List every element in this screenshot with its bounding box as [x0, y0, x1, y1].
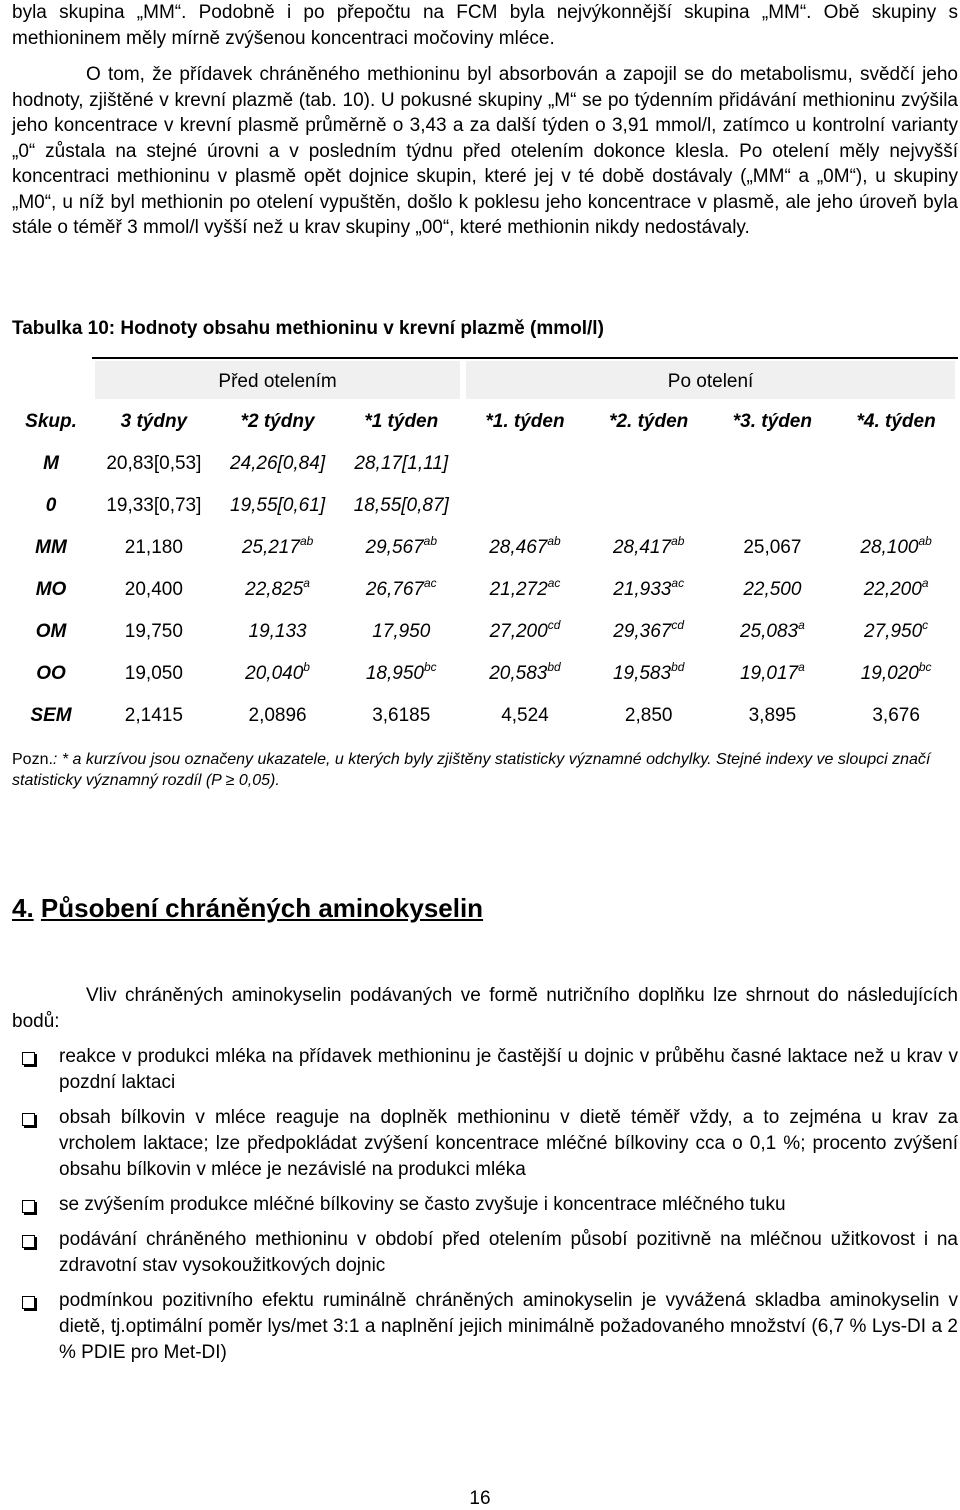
cell-value: 19,133 — [248, 621, 307, 642]
significance-index: bc — [918, 660, 932, 674]
bullet-item — [0, 1105, 958, 1183]
significance-index: bc — [423, 660, 437, 674]
table-cell — [463, 569, 587, 611]
cell-value: 20,83[0,53] — [106, 453, 202, 474]
cell-value: 3,676 — [872, 705, 920, 726]
cell-value: 20,040 — [245, 663, 304, 684]
bullet-text: reakce v produkci mléka na přídavek methioninu je častější u dojnic v průběhu časné laktace než u krav v pozdní laktaci — [59, 1046, 958, 1093]
table-cell — [711, 611, 835, 653]
bullet-text: podávání chráněného methioninu v období před otelením působí pozitivně na mléčnou užitkovost i na zdravotní stav vysokoužitkových dojnic — [59, 1229, 958, 1276]
table-caption: Tabulka 10: Hodnoty obsahu methioninu v krevní plazmě (mmol/l) — [12, 318, 604, 339]
cell-value: 20,400 — [124, 579, 183, 600]
table-cell — [587, 611, 711, 653]
table-cell — [834, 611, 958, 653]
cell-value: 28,17[1,11] — [354, 453, 449, 474]
cell-value: 29,367 — [613, 621, 672, 642]
table-column-header-row — [10, 401, 958, 443]
paragraph-continuation: byla skupina „MM“. Podobně i po přepočtu na FCM byla nejvýkonnější skupina „MM“. Obě skupiny s methioninem měly mírně zvýšenou koncentraci močoviny mléce. — [12, 2, 958, 49]
row-group-label: OO — [36, 663, 66, 684]
column-header: *4. týden — [856, 411, 936, 432]
table-cell — [587, 443, 711, 485]
cell-value: 19,750 — [124, 621, 183, 642]
table-cell — [834, 485, 958, 527]
cell-value: 19,020 — [860, 663, 919, 684]
column-header: *3. týden — [732, 411, 812, 432]
significance-index: cd — [671, 618, 685, 632]
table-cell — [339, 485, 463, 527]
table-cell — [216, 611, 340, 653]
group-column-header: Skup. — [25, 411, 77, 432]
cell-value: 21,180 — [124, 537, 183, 558]
table-cell — [587, 485, 711, 527]
cell-value: 3,895 — [748, 705, 797, 726]
cell-value: 18,55[0,87] — [353, 495, 449, 516]
row-group-label: OM — [35, 621, 67, 642]
bullet-item — [0, 1044, 958, 1096]
cell-value: 21,933 — [613, 579, 672, 600]
cell-value: 28,417 — [612, 537, 672, 558]
table-group-header-row — [10, 357, 958, 401]
significance-index: ab — [671, 534, 685, 548]
cell-value: 27,950 — [864, 621, 923, 642]
table-cell — [463, 653, 587, 695]
group-before-calving: Před otelením — [92, 357, 463, 401]
table-cell — [711, 695, 835, 737]
table-cell — [463, 611, 587, 653]
cell-value: 2,850 — [624, 705, 673, 726]
significance-index: ac — [671, 576, 685, 590]
cell-value: 3,6185 — [372, 705, 431, 726]
table-cell — [216, 443, 340, 485]
column-header: *1 týden — [364, 411, 439, 432]
column-header: *2 týdny — [240, 411, 315, 432]
table-cell — [463, 695, 587, 737]
cell-value: 28,467 — [489, 537, 548, 558]
square-bullet-icon — [22, 1200, 35, 1213]
square-bullet-icon — [22, 1296, 35, 1309]
table-cell — [216, 527, 340, 569]
table-cell — [834, 653, 958, 695]
significance-index: c — [922, 618, 929, 632]
methionine-table — [10, 357, 958, 737]
table-note: Pozn.: * a kurzívou jsou označeny ukazatele, u kterých byly zjištěny statisticky významné odchylky. Stejné indexy ve sloupci značí statisticky významný rozdíl (P ≥ 0,05). — [12, 751, 931, 789]
cell-value: 22,825 — [245, 579, 304, 600]
paragraph-methionine-plasma: O tom, že přídavek chráněného methioninu byl absorbován a zapojil se do metabolismu, svědčí jeho hodnoty, zjištěné v krevní plazmě (tab. 10). U pokusné skupiny „M“ se po týdenním přidávání methioninu zvýšila jeho koncentrace v krevní plasmě průměrně o 3,43 a za další týden o 3,91 mmol/l, zatímco u kontrolní varianty „0“ zůstala na stejné úrovni a v posledním týdnu před otelením dokonce klesla. Po otelení měly nejvyšší koncentraci methioninu v plasmě opět dojnice skupin, které jej v té době dostávaly („MM“ a „0M“), u skupiny „M0“, u níž byl methionin po otelení vypuštěn, došlo k poklesu jeho koncentrace v plasmě, ale jeho úroveň byla stále o téměř 3 mmol/l vyšší než u krav skupiny „00“, které methionin nikdy nedostávaly. — [12, 64, 958, 238]
bullet-text: se zvýšením produkce mléčné bílkoviny se často zvyšuje i koncentrace mléčného tuku — [59, 1194, 786, 1215]
column-header: *1. týden — [485, 411, 565, 432]
cell-value: 4,524 — [501, 705, 549, 726]
significance-index: a — [798, 618, 805, 632]
column-header: *2. týden — [609, 411, 689, 432]
cell-value: 2,0896 — [248, 705, 307, 726]
table-cell — [92, 527, 216, 569]
cell-value: 20,583 — [489, 663, 548, 684]
cell-value: 24,26[0,84] — [230, 453, 326, 474]
table-cell — [587, 653, 711, 695]
table-cell — [339, 527, 463, 569]
cell-value: 27,200 — [489, 621, 548, 642]
table-row — [10, 653, 958, 695]
bullet-text: podmínkou pozitivního efektu ruminálně chráněných aminokyselin je vyvážená skladba aminokyselin v dietě, tj.optimální poměr lys/met 3:1 a naplnění jejich minimálně požadovaného množství (6,7 % Lys-DI a 2 % PDIE pro Met-DI) — [59, 1290, 958, 1363]
table-row — [10, 485, 958, 527]
table-cell — [92, 485, 216, 527]
row-group-label: 0 — [45, 495, 57, 516]
table-row — [10, 443, 958, 485]
cell-value: 18,950 — [365, 663, 424, 684]
column-header: 3 týdny — [120, 411, 188, 432]
bullet-text: obsah bílkovin v mléce reaguje na doplněk methioninu v dietě téměř vždy, a to zejména u krav za vrcholem laktace; lze předpokládat zvýšení koncentrace mléčné bílkoviny cca o 0,1 %; procento zvýšení obsahu bílkovin v mléce je nezávislé na produkci mléka — [59, 1107, 958, 1180]
row-group-label: SEM — [30, 705, 72, 726]
cell-value: 2,1415 — [124, 705, 183, 726]
table-cell — [92, 569, 216, 611]
significance-index: bd — [547, 660, 561, 674]
table-cell — [711, 485, 835, 527]
table-cell — [587, 695, 711, 737]
page-number: 16 — [469, 1488, 491, 1509]
table-cell — [216, 485, 340, 527]
group-after-calving: Po otelení — [463, 357, 958, 401]
cell-value: 22,200 — [863, 579, 922, 600]
table-row — [10, 695, 958, 737]
cell-value: 25,217 — [241, 537, 300, 558]
table-cell — [463, 443, 587, 485]
significance-index: bd — [671, 660, 685, 674]
table-cell — [339, 695, 463, 737]
significance-index: a — [798, 660, 805, 674]
significance-index: ab — [547, 534, 561, 548]
table-cell — [339, 653, 463, 695]
cell-value: 28,100 — [860, 537, 919, 558]
table-cell — [711, 443, 835, 485]
cell-value: 25,067 — [743, 537, 802, 558]
row-group-label: MM — [35, 537, 67, 558]
square-bullet-icon — [22, 1113, 35, 1126]
table-cell — [711, 653, 835, 695]
table-cell — [463, 485, 587, 527]
bullet-item — [0, 1227, 958, 1279]
cell-value: 26,767 — [365, 579, 424, 600]
significance-index: ab — [423, 534, 438, 548]
table-cell — [587, 569, 711, 611]
table-cell — [339, 569, 463, 611]
cell-value: 29,567 — [365, 537, 424, 558]
cell-value: 19,017 — [739, 663, 799, 684]
cell-value: 19,583 — [612, 663, 672, 684]
cell-value: 19,55[0,61] — [230, 495, 326, 516]
cell-value: 21,272 — [489, 579, 548, 600]
table-cell — [711, 527, 835, 569]
table-cell — [216, 569, 340, 611]
cell-value: 22,500 — [743, 579, 802, 600]
table-cell — [463, 527, 587, 569]
significance-index: a — [921, 576, 929, 590]
row-group-label: MO — [35, 579, 67, 600]
table-cell — [711, 569, 835, 611]
significance-index: b — [303, 660, 310, 674]
cell-value: 25,083 — [739, 621, 799, 642]
row-group-label: M — [43, 453, 59, 474]
table-cell — [834, 527, 958, 569]
table-cell — [92, 695, 216, 737]
table-cell — [834, 569, 958, 611]
significance-index: ac — [547, 576, 561, 590]
significance-index: ab — [918, 534, 932, 548]
cell-value: 17,950 — [372, 621, 431, 642]
table-cell — [339, 611, 463, 653]
table-cell — [92, 611, 216, 653]
cell-value: 19,050 — [124, 663, 183, 684]
table-cell — [587, 527, 711, 569]
table-cell — [339, 443, 463, 485]
table-row — [10, 611, 958, 653]
bullet-list — [0, 1044, 958, 1375]
table-row — [10, 569, 958, 611]
table-cell — [92, 653, 216, 695]
table-cell — [92, 443, 216, 485]
significance-index: cd — [547, 618, 561, 632]
table-row — [10, 527, 958, 569]
section-heading: 4. Působení chráněných aminokyselin — [12, 893, 484, 923]
significance-index: ab — [299, 534, 314, 548]
table-cell — [834, 443, 958, 485]
section-intro: Vliv chráněných aminokyselin podávaných ve formě nutričního doplňku lze shrnout do následujících bodů: — [12, 985, 958, 1032]
square-bullet-icon — [22, 1235, 35, 1248]
table-cell — [216, 695, 340, 737]
table-cell — [216, 653, 340, 695]
significance-index: ac — [423, 576, 437, 590]
square-bullet-icon — [22, 1052, 35, 1065]
bullet-item — [0, 1288, 958, 1366]
cell-value: 19,33[0,73] — [106, 495, 202, 516]
bullet-item — [0, 1192, 958, 1218]
table-cell — [834, 695, 958, 737]
significance-index: a — [303, 576, 310, 590]
